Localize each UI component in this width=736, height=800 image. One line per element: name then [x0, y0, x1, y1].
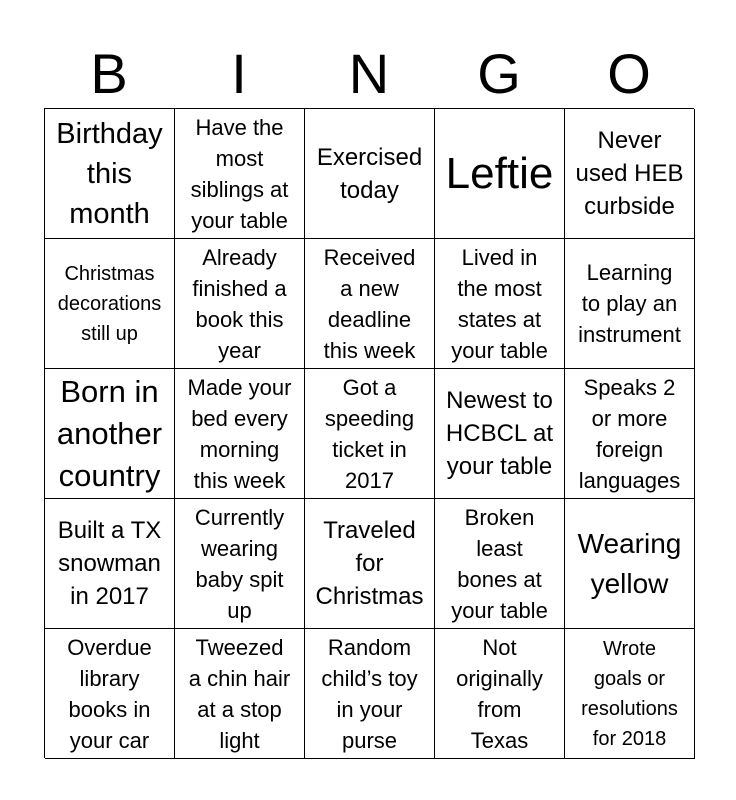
bingo-cell[interactable] — [565, 239, 695, 369]
header-letter-i: I — [231, 42, 247, 105]
cell-text: Have the most siblings at your table — [190, 114, 289, 233]
bingo-cell[interactable] — [175, 369, 305, 499]
bingo-cell[interactable] — [305, 109, 435, 239]
cell-text: Traveled for Christmas — [315, 517, 424, 610]
cell-text: Wearing yellow — [577, 527, 682, 599]
cell-text: Born in another country — [56, 373, 163, 493]
bingo-board — [44, 108, 694, 758]
bingo-cell[interactable] — [175, 629, 305, 759]
bingo-cell[interactable] — [175, 499, 305, 629]
bingo-cell[interactable] — [435, 629, 565, 759]
cell-text: Random child’s toy in your purse — [321, 634, 418, 753]
cell-text: Exercised today — [316, 143, 423, 204]
cell-text: Birthday this month — [56, 117, 163, 230]
bingo-cell[interactable] — [565, 109, 695, 239]
header-letter-n: N — [348, 42, 390, 105]
cell-text: Newest to HCBCL at your table — [445, 387, 554, 480]
bingo-cell[interactable] — [45, 499, 175, 629]
bingo-cell[interactable] — [175, 109, 305, 239]
cell-text: Speaks 2 or more foreign languages — [578, 374, 681, 493]
header-letter-b: B — [90, 42, 128, 105]
bingo-cell[interactable] — [45, 369, 175, 499]
cell-text: Learning to play an instrument — [578, 260, 681, 347]
cell-text: Leftie — [445, 148, 554, 198]
bingo-cell[interactable] — [305, 499, 435, 629]
cell-text: Broken least bones at your table — [451, 504, 548, 623]
cell-text: Lived in the most states at your table — [451, 244, 548, 363]
cell-text: Overdue library books in your car — [67, 634, 152, 753]
bingo-cell[interactable] — [435, 109, 565, 239]
cell-text: Made your bed every morning this week — [187, 374, 292, 493]
cell-text: Wrote goals or resolutions for 2018 — [581, 637, 678, 750]
cell-text: Built a TX snowman in 2017 — [57, 517, 162, 610]
bingo-cell[interactable] — [45, 629, 175, 759]
cell-text: Never used HEB curbside — [575, 127, 684, 220]
header-letter-o: O — [607, 42, 651, 105]
cell-text: Not originally from Texas — [456, 634, 543, 753]
bingo-cell[interactable] — [175, 239, 305, 369]
bingo-cell[interactable] — [435, 499, 565, 629]
cell-text: Currently wearing baby spit up — [194, 504, 285, 623]
bingo-cell[interactable] — [565, 369, 695, 499]
bingo-cell[interactable] — [305, 629, 435, 759]
bingo-cell[interactable] — [305, 369, 435, 499]
bingo-cell[interactable] — [565, 499, 695, 629]
cell-text: Already finished a book this year — [192, 244, 287, 363]
cell-text: Got a speeding ticket in 2017 — [324, 374, 415, 493]
cell-text: Christmas decorations still up — [57, 262, 162, 345]
header-letter-g: G — [477, 42, 521, 105]
bingo-cell[interactable] — [45, 239, 175, 369]
bingo-cell[interactable] — [565, 629, 695, 759]
cell-text: Tweezed a chin hair at a stop light — [188, 634, 291, 753]
bingo-header — [44, 40, 694, 108]
cell-text: Received a new deadline this week — [323, 244, 416, 363]
bingo-cell[interactable] — [435, 369, 565, 499]
bingo-cell[interactable] — [435, 239, 565, 369]
bingo-cell[interactable] — [305, 239, 435, 369]
bingo-cell[interactable] — [45, 109, 175, 239]
